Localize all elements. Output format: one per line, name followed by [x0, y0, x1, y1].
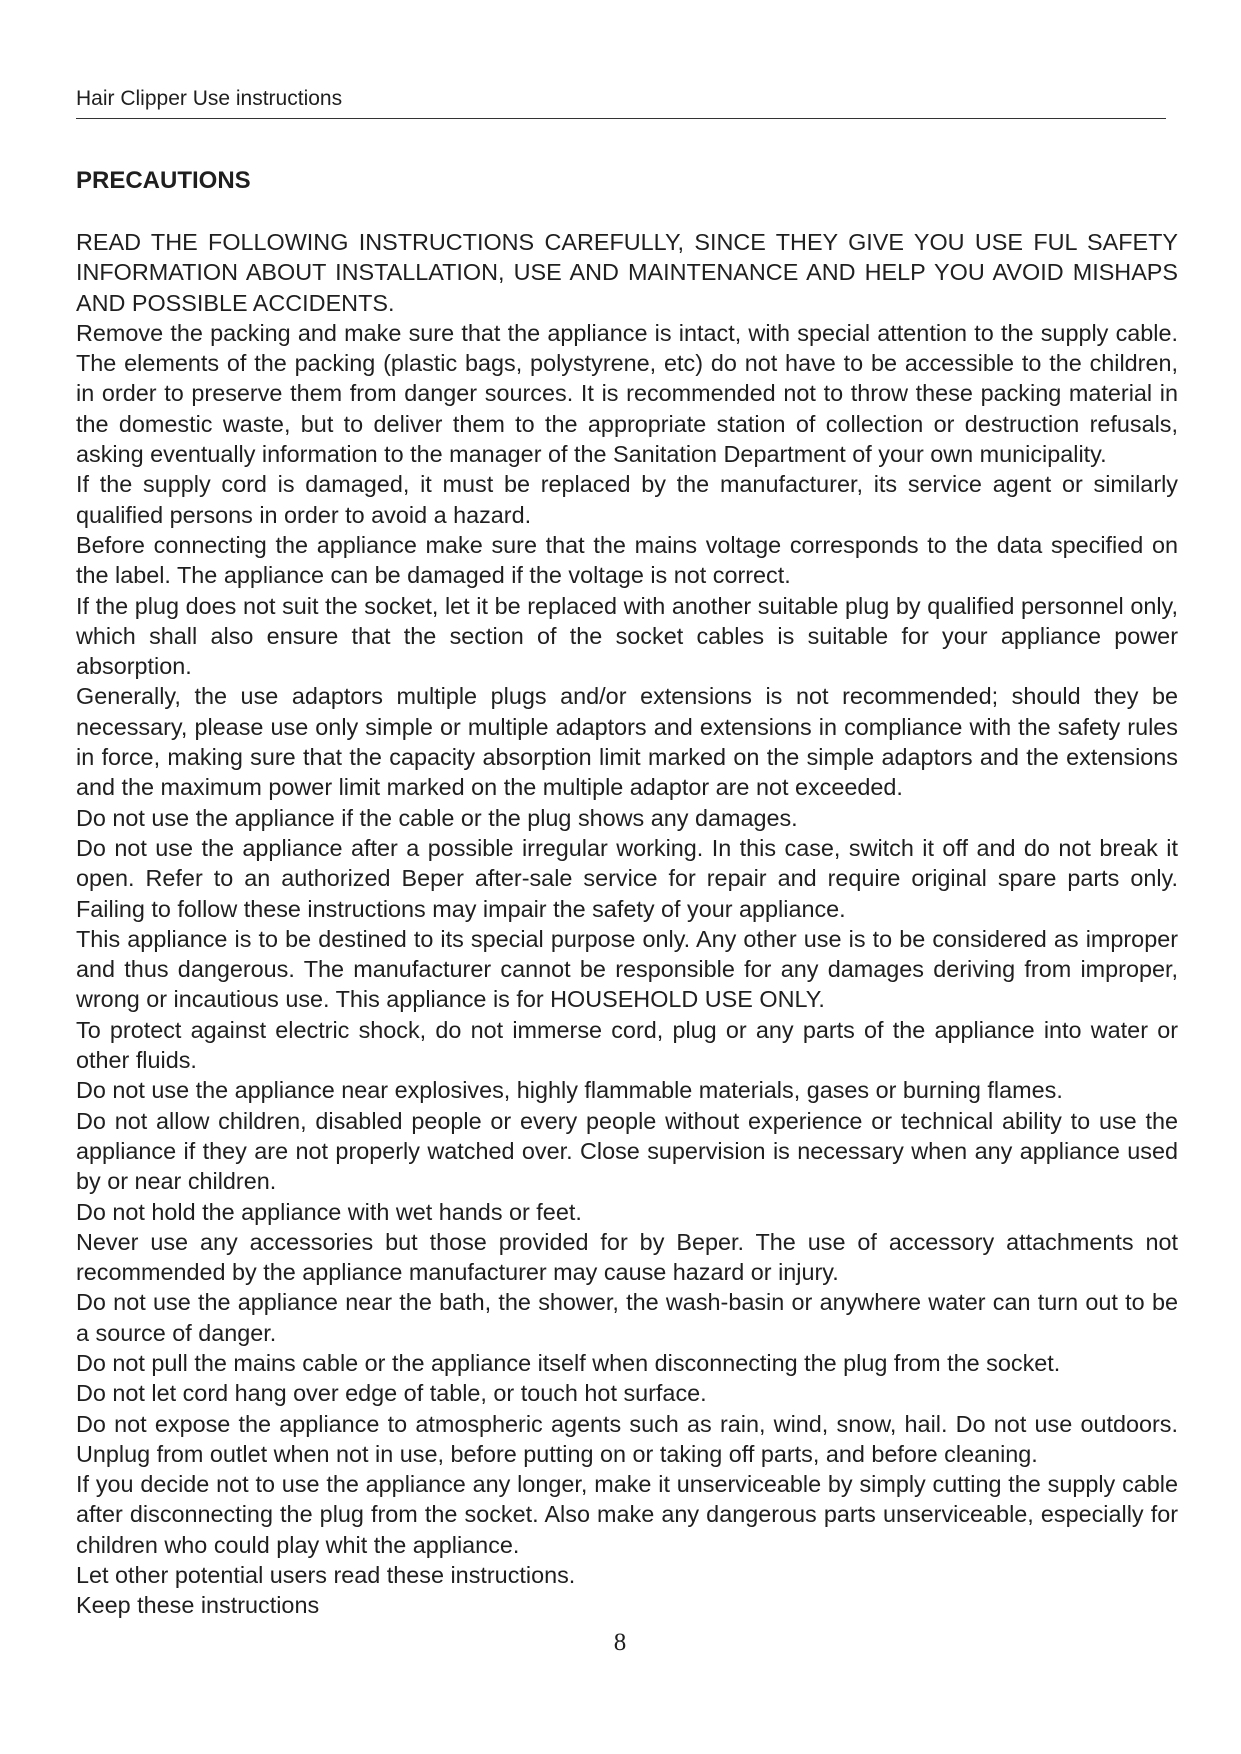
paragraph: Generally, the use adaptors multiple plugs and/or extensions is not recommended; should they be necessary, please use only simple or multiple adaptors and extensions in compliance with the safety rules in force, making sure that the capacity absorption limit marked on the simple adaptors and the extensions and the maximum power limit marked on the multiple adaptor are not exceeded. [76, 683, 1178, 801]
paragraph: Remove the packing and make sure that the appliance is intact, with special attention to the supply cable. The elements of the packing (plastic bags, polystyrene, etc) do not have to be accessible to the children, in order to preserve them from danger sources. It is recommended not to throw these packing material in the domestic waste, but to deliver them to the appropriate station of collection or destruction refusals, asking eventually information to the manager of the Sanitation Department of your own municipality. [76, 319, 1178, 468]
paragraph: Do not allow children, disabled people or every people without experience or technical ability to use the appliance if they are not properly watched over. Close supervision is necessary when any appliance used by or near children. [76, 1107, 1178, 1195]
paragraph: If you decide not to use the appliance any longer, make it unserviceable by simply cutting the supply cable after disconnecting the plug from the socket. Also make any dangerous parts unserviceable, especially for children who could play whit the appliance. [76, 1471, 1178, 1558]
paragraph: Before connecting the appliance make sure that the mains voltage corresponds to the data specified on the label. The appliance can be damaged if the voltage is not correct. [76, 531, 1178, 589]
paragraph: Do not use the appliance after a possible irregular working. In this case, switch it off and do not break it open. Refer to an authorized Beper after-sale service for repair and require original spare parts only. Failing to follow these instructions may impair the safety of your appliance. [76, 834, 1178, 922]
page-number: 8 [613, 1629, 627, 1656]
paragraph: Let other potential users read these instructions. [76, 1562, 576, 1589]
paragraph: Keep these instructions [76, 1592, 320, 1619]
paragraph: To protect against electric shock, do not immerse cord, plug or any parts of the appliance into water or other fluids. [76, 1016, 1178, 1074]
paragraph: Never use any accessories but those provided for by Beper. The use of accessory attachments not recommended by the appliance manufacturer may cause hazard or injury. [76, 1228, 1178, 1286]
paragraph: Do not pull the mains cable or the appliance itself when disconnecting the plug from the socket. [76, 1349, 1061, 1376]
paragraph: Do not use the appliance near the bath, the shower, the wash-basin or anywhere water can turn out to be a source of danger. [76, 1289, 1178, 1346]
precautions-body [76, 227, 1178, 1621]
paragraph: Do not hold the appliance with wet hands or feet. [76, 1198, 582, 1225]
paragraph: If the plug does not suit the socket, let it be replaced with another suitable plug by qualified personnel only, which shall also ensure that the section of the socket cables is suitable for your appliance power absorption. [76, 592, 1178, 680]
paragraph: Do not expose the appliance to atmospheric agents such as rain, wind, snow, hail. Do not use outdoors. Unplug from outlet when not in use, before putting on or taking off parts, and before cleaning. [76, 1410, 1178, 1467]
section-title: PRECAUTIONS [76, 167, 251, 194]
paragraph: Do not let cord hang over edge of table, or touch hot surface. [76, 1380, 707, 1407]
paragraph: Do not use the appliance near explosives, highly flammable materials, gases or burning flames. [76, 1077, 1063, 1104]
paragraph: Do not use the appliance if the cable or the plug shows any damages. [76, 804, 798, 831]
paragraph: READ THE FOLLOWING INSTRUCTIONS CAREFULLY, SINCE THEY GIVE YOU USE FUL SAFETY INFORMATION ABOUT INSTALLATION, USE AND MAINTENANCE AND HELP YOU AVOID MISHAPS AND POSSIBLE ACCIDENTS. [76, 229, 1178, 316]
paragraph: This appliance is to be destined to its special purpose only. Any other use is to be considered as improper and thus dangerous. The manufacturer cannot be responsible for any damages deriving from improper, wrong or incautious use. This appliance is for HOUSEHOLD USE ONLY. [76, 925, 1178, 1013]
page-header [76, 86, 1166, 119]
header-title: Hair Clipper Use instructions [76, 87, 343, 110]
paragraph: If the supply cord is damaged, it must be replaced by the manufacturer, its service agent or similarly qualified persons in order to avoid a hazard. [76, 471, 1178, 528]
